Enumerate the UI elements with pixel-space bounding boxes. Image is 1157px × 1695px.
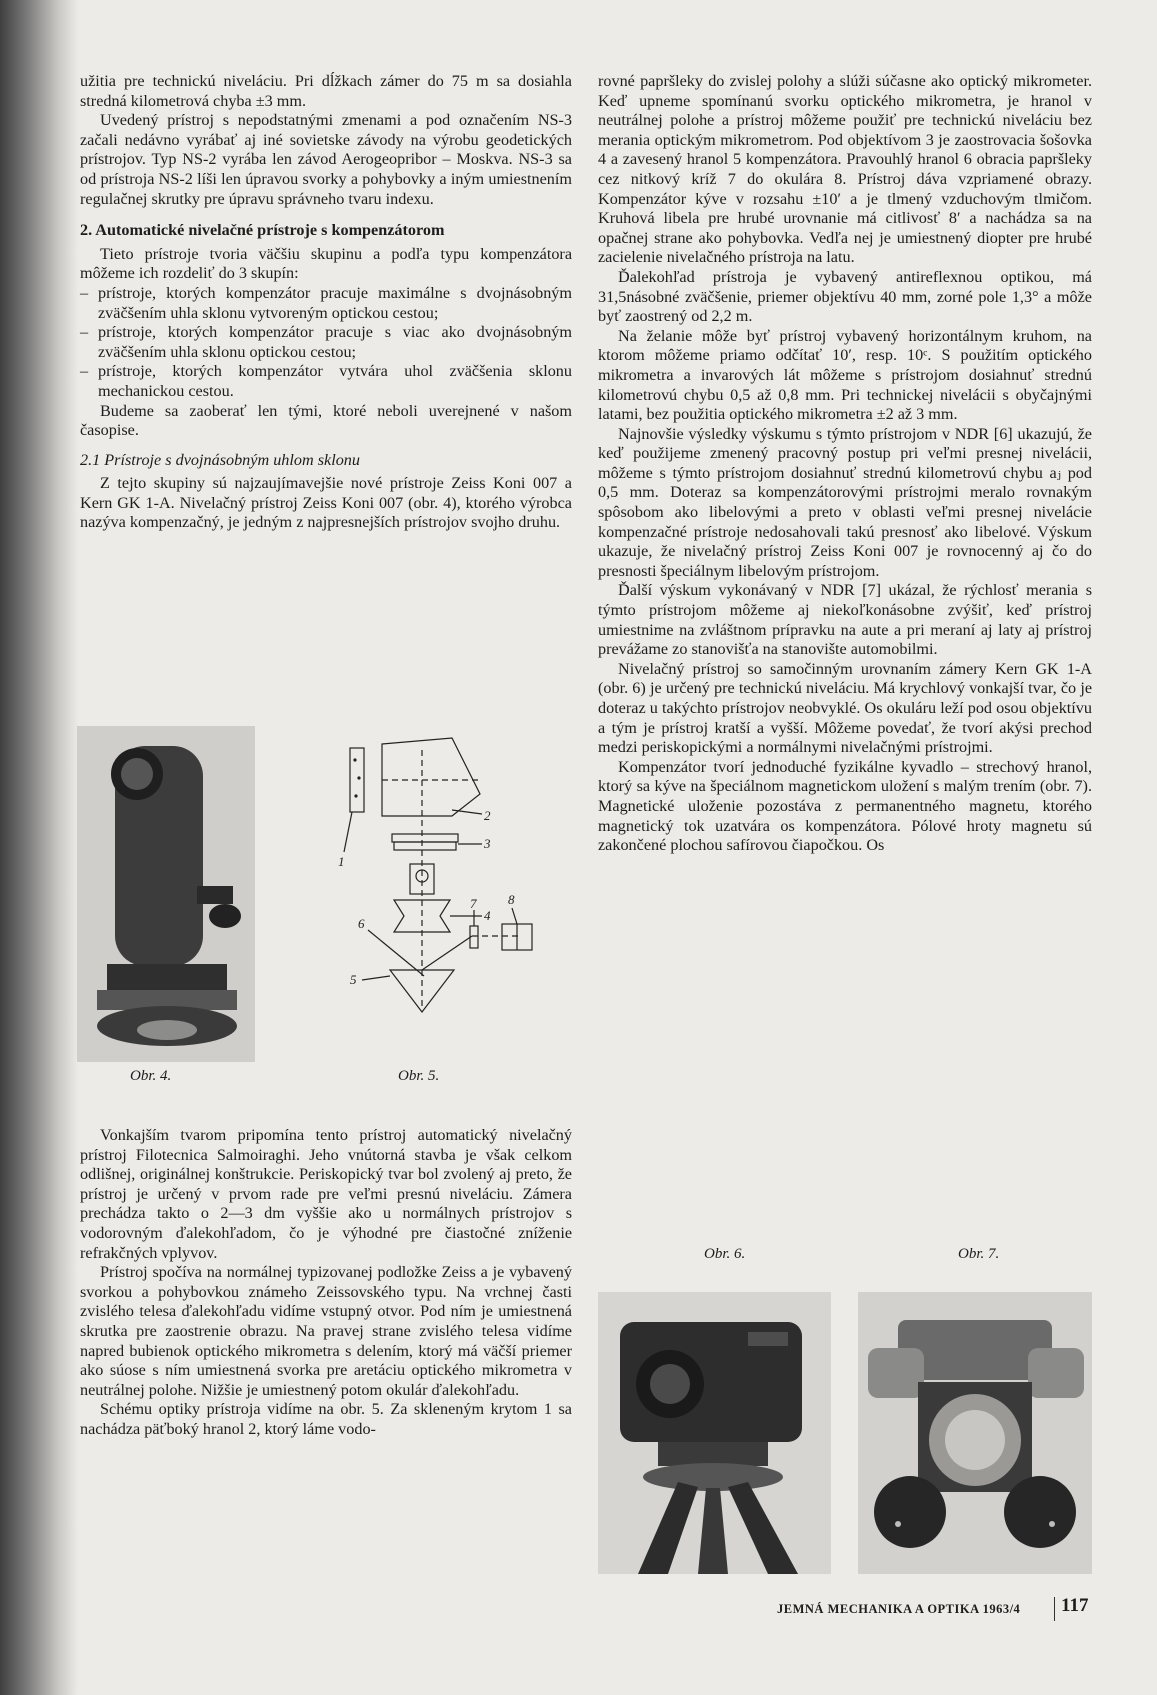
diagram-label: 7 [470, 896, 477, 911]
paragraph: Uvedený prístroj s nepodstatnými zmenami a pod označením NS-3 začali nedávno vyrábať aj iné sovietske závody na výrobu geodetických prístrojov. Typ NS-2 vyrába len závod Aerogeopribor – Moskva. NS-3 sa od prístroja NS-2 líši len úpravou svorky a pohybovky a iným umiestnením regulačnej skrutky pre úpravu správneho tvaru indexu. [80, 111, 572, 208]
diagram-label: 1 [338, 854, 345, 869]
group-list [80, 284, 572, 402]
paragraph: Prístroj spočíva na normálnej typizovanej podložke Zeiss a je vybavený svorkou a pohybovkou známeho Zeissovského typu. Na vrchnej časti zvislého telesa ďalekohľadu vidíme vstupný otvor. Pod ním je umiestnená skrutka pre zaostrenie obrazu. Na pravej strane zvislého telesa vidíme napred bubienok optického mikrometra s delením, ktorý má väčší priemer ako súose s ním umiestnená svorka pre aretáciu optického mikrometra v neutrálnej polohe. Nižšie je umiestnený potom okulár ďalekohľadu. [80, 1263, 572, 1399]
list-item: – prístroje, ktorých kompenzátor vytvára uhol zväčšenia sklonu mechanickou cestou. [80, 362, 572, 401]
paragraph: Tieto prístroje tvoria väčšiu skupinu a podľa typu kompenzátora môžeme ich rozdeliť do 3 skupín: [80, 244, 572, 283]
paragraph: Budeme sa zaoberať len tými, ktoré neboli uverejnené v našom časopise. [80, 401, 572, 440]
paragraph: Ďalekohľad prístroja je vybavený antireflexnou optikou, má 31,5násobné zväčšenie, priemer objektívu 40 mm, zorné pole 1,3° a môže byť zaostrený od 2,2 m. [598, 267, 1092, 326]
diagram-label: 2 [484, 808, 491, 823]
journal-title: JEMNÁ MECHANIKA A OPTIKA 1963/4 [777, 1602, 1021, 1616]
subsection-heading: 2.1 Prístroje s dvojnásobným uhlom sklonu [80, 450, 360, 469]
diagram-label: 6 [358, 916, 365, 931]
left-column-continued [80, 1126, 572, 1440]
diagram-label: 4 [484, 908, 491, 923]
figure-5-caption: Obr. 5. [398, 1068, 440, 1084]
paragraph: rovné papršleky do zvislej polohy a slúži súčasne ako optický mikrometer. Keď upneme spomínanú svorku optického mikrometra, je hranol v neutrálnej polohe a prístroj môžeme použiť pre technickú niveláciu bez merania optickým mikrometrom. Pod objektívom 3 je zaostrovacia šošovka 4 a zavesený hranol 5 kompenzátora. Pravouhlý hranol 6 obracia papršleky cez nitkový kríž 7 do okulára 8. Prístroj dáva vzpriamené obrazy. Kompenzátor kýve v rozsahu ±10′ a je tlmený vzduchovým tlmičom. Kruhová libela pre hrubé urovnanie má citlivosť 8′ a nachádza sa na opačnej strane ako pohybovka. Vedľa nej je umiestnený diopter pre hrubé zacielenie nivelačného prístroja na latu. [598, 72, 1092, 267]
kern-level-photo [598, 1292, 831, 1574]
figure-5-optical-diagram [322, 730, 562, 1066]
paragraph: Kompenzátor tvorí jednoduché fyzikálne kyvadlo – strechový hranol, ktorý sa kýve na špeciálnom magnetickom uložení s malým trením (obr. 7). Magnetické uloženie pozostáva z permanentného magnetu, ktorého magnetický tok uzatvára os kompenzátora. Pólové hroty magnetu sú zakončené plochou safírovou čiapočkou. Os [598, 757, 1092, 855]
section-heading: 2. Automatické nivelačné prístroje s kompenzátorom [80, 221, 445, 240]
diagram-label: 8 [508, 892, 515, 907]
paragraph: užitia pre technickú niveláciu. Pri dĺžkach zámer do 75 m sa dosiahla stredná kilometrová chyba ±3 mm. [80, 72, 572, 110]
optical-scheme [322, 730, 562, 1066]
list-item: – prístroje, ktorých kompenzátor pracuje maximálne s dvojnásobným zväčšením uhla sklonu vytvoreným optickou cestou; [80, 284, 572, 323]
paragraph: Z tejto skupiny sú najzaujímavejšie nové prístroje Zeiss Koni 007 a Kern GK 1-A. Nivelačný prístroj Zeiss Koni 007 (obr. 4), ktorého výrobca nazýva kompenzačný, je jedným z najpresnejších prístrojov svojho druhu. [80, 474, 572, 532]
paragraph: Najnovšie výsledky výskumu s týmto prístrojom v NDR [6] ukazujú, že keď použijeme zmenený pracovný postup pri veľmi presnej nivelácii, môžeme s týmto prístrojom dosiahnuť strednú kilometrovú chybu aⱼ pod 0,5 mm. Doteraz sa kompenzátorovými prístrojmi meralo rovnakým spôsobom ako libelovými a preto v oblasti veľmi presnej nivelácie kompenzačné prístroje nedosahovali takú presnosť ako libelové. Výskum ukazuje, že nivelačný prístroj Zeiss Koni 007 je rovnocenný aj čo do presnosti špeciálnym libelovým prístrojom. [598, 424, 1092, 580]
figure-6-caption: Obr. 6. [704, 1246, 746, 1262]
paragraph: Ďalší výskum vykonávaný v NDR [7] ukázal, že rýchlosť merania s týmto prístrojom môžeme aj niekoľkonásobne zvýšiť, keď prístroj umiestnime na zvláštnom prípravku na aute a pri meraní aj laty aj prístroj prevážame zo stanovišťa na stanovište automobilmi. [598, 581, 1092, 659]
list-item: – prístroje, ktorých kompenzátor pracuje s viac ako dvojnásobným zväčšením uhla sklonu optickou cestou; [80, 323, 572, 362]
paragraph: Na želanie môže byť prístroj vybavený horizontálnym kruhom, na ktorom môžeme priamo odčítať 10′, resp. 10ᶜ. S použitím optického mikrometra a invarových lát môžeme s prístrojom dosiahnuť strednú kilometrovú chybu 0,5 až 0,8 mm. Pri technickej nivelácii s obyčajnými latami, bez použitia optického mikrometra ±2 až 3 mm. [598, 326, 1092, 424]
binding-gutter-shadow [0, 0, 78, 1695]
left-column [80, 72, 572, 533]
figure-6-photo [598, 1292, 831, 1574]
figure-7-caption: Obr. 7. [958, 1246, 1000, 1262]
figure-7-photo [858, 1292, 1092, 1574]
diagram-label: 3 [484, 836, 491, 851]
page-number: 117 [1061, 1595, 1089, 1616]
figure-4-caption: Obr. 4. [130, 1068, 172, 1084]
level-instrument-photo [77, 726, 255, 1062]
footer-divider [1054, 1597, 1055, 1621]
page-footer [777, 1597, 1092, 1621]
figure-4-photo [77, 726, 255, 1062]
diagram-label: 5 [350, 972, 357, 987]
paragraph: Schému optiky prístroja vidíme na obr. 5. Za skleneným krytom 1 sa nachádza päťboký hranol 2, ktorý láme vodo- [80, 1400, 572, 1438]
paragraph: Vonkajším tvarom pripomína tento prístroj automatický nivelačný prístroj Filotecnica Salmoiraghi. Jeho vnútorná stavba je však celkom odlišnej, originálnej konštrukcie. Periskopický tvar bol zvolený aj preto, že prístroj je určený v prvom rade pre veľmi presnú niveláciu. Zámera prechádza takto o 2—3 dm vyššie ako u normálnych prístrojov s vodorovným ďalekohľadom, čo je výhodné pre čiastočné zníženie refrakčných vplyvov. [80, 1126, 572, 1262]
right-column [598, 72, 1092, 856]
compensator-photo [858, 1292, 1092, 1574]
paragraph: Nivelačný prístroj so samočinným urovnaním zámery Kern GK 1-A (obr. 6) je určený pre technickú niveláciu. Má krychlový vonkajší tvar, čo je doteraz u takýchto prístrojov neobvyklé. Os okuláru leží pod osou objektívu a tým je prístroj kratší a vyšší. Môžeme povedať, že tvorí akýsi prechod medzi periskopickými a normálnymi nivelačnými prístrojmi. [598, 659, 1092, 757]
